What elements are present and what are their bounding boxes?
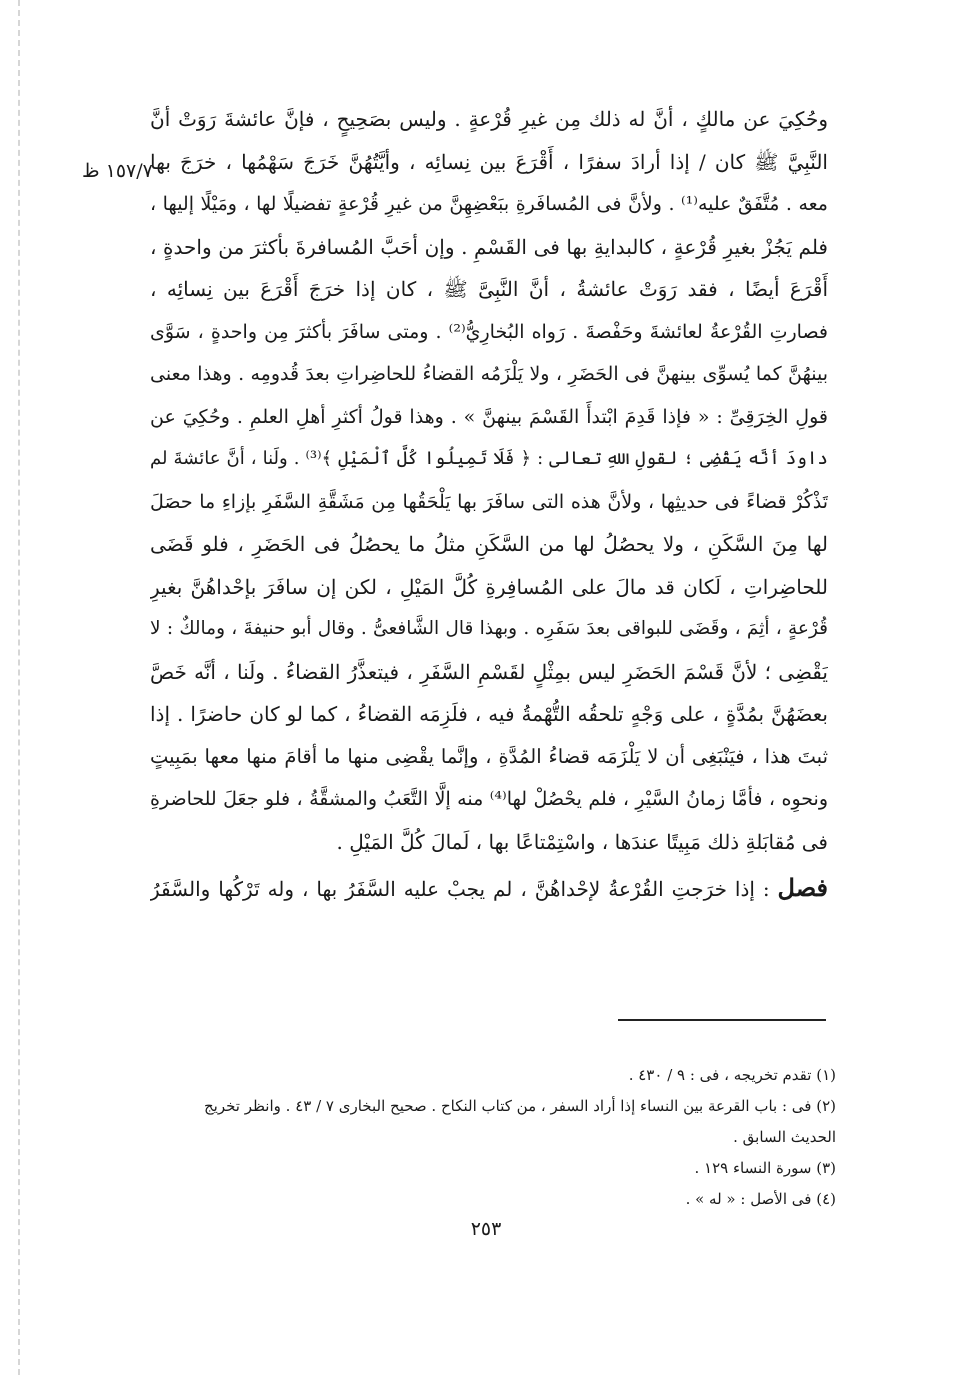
text-line: ونحوِه ، فأمَّا زمانُ السَّيْرِ ، فلم يحْصُلْ لها⁽⁴⁾ منه إلَّا التَّعَبُ والمشقَّةُ ، فلو جعَلَ للحاضرةِ bbox=[150, 788, 828, 810]
text-line: قولِ الخِرَقِىِّ : « فإذا قَدِمَ ابْتدأَ القَسْمَ بينهنَّ » . وهذا قولُ أكثرِ أهلِ العلمِ . وحُكِيَ عن bbox=[150, 405, 828, 428]
footnote: (٢) فى : باب القرعة بين النساء إذا أراد السفر ، من كتاب النكاح . صحيح البخارى ٧ / ٤٣ . وانظر تخريج bbox=[203, 1097, 836, 1115]
text-line: فصارتِ القُرْعةُ لعائشةَ وحَفْصةَ . رَواه البُخارِيُّ⁽²⁾ . ومتى سافَرَ بأكثرَ مِن واحدةٍ ، سَوَّى bbox=[150, 320, 828, 343]
footnote: (١) تقدم تخريجه ، فى : ٩ / ٤٣٠ . bbox=[628, 1066, 836, 1084]
text-line: داودَ أنَّه يَقْضِى ؛ لقولِ اللهِ تعالى : ﴿ فَلَا تَمِيلُوا كُلَّ ٱلْمَيْلِ ﴾⁽³⁾ . ولَنا ، أنَّ عائشةَ لم bbox=[150, 448, 828, 469]
section-text: : إذا خرَجتِ القُرْعةُ لإحْداهُنَّ ، لم يجبْ عليه السَّفَرُ بها ، وله تَرْكُها والسَّفَرُ bbox=[150, 877, 770, 901]
text-line: أَقْرَعَ أيضًا ، فقد رَوَتْ عائشةُ ، أنَّ النَّبِىَّ ﷺ ، كان إذا خرَجَ أَقْرَعَ بين نِسائِه ، bbox=[150, 277, 828, 301]
footnote-divider bbox=[618, 1019, 826, 1021]
text-line: معه . مُتَّفَقٌ عليه⁽¹⁾ . ولأنَّ فى المُسافَرةِ ببَعْضِهِنَّ من غيرِ قُرْعةٍ تفضيلًا لها ، ومَيْلًا إليها ، bbox=[150, 193, 828, 215]
section-heading: فصل bbox=[777, 873, 828, 902]
footnote: (٣) سورة النساء ١٢٩ . bbox=[694, 1159, 836, 1177]
text-line: فى مُقابَلةِ ذلك مَبِيتًا عندَها ، واسْتِمْتاعًا بها ، لَمالَ كُلَّ المَيْلِ . bbox=[336, 829, 828, 854]
text-line: للحاضِراتِ ، لَكان قد مالَ على المُسافِرةِ كُلَّ المَيْلِ ، لكن إن سافَرَ بإحْداهُنَّ بغيرِ bbox=[150, 574, 828, 599]
footnotes bbox=[130, 1060, 836, 1215]
text-line: لها مِنَ السَّكَنِ ، ولا يحصُلُ لها من السَّكَنِ مثلُ ما يحصُلُ فى الحَضَرِ ، فلو قَضَى bbox=[150, 532, 828, 556]
manuscript-folio-note: ١٥٧/٧ ظ bbox=[82, 160, 153, 182]
main-text bbox=[150, 98, 828, 910]
text-line: قُرْعةٍ ، أثِمَ ، وقَضَى للبواقى بعدَ سَفَرِه . وبهذا قال الشَّافعىُّ . وقال أبو حنيفةَ ، ومالكٌ : لا bbox=[150, 618, 828, 639]
page-body bbox=[150, 98, 828, 910]
text-line: بعضَهُنَّ بمُدَّةٍ ، على وَجْهٍ تلحقُه التُّهْمةُ فيه ، فلَزِمَه القضاءُ ، كما لو كان حاضرًا . إذا bbox=[150, 702, 828, 726]
page-number: ٢٥٣ bbox=[470, 1218, 502, 1240]
text-line: تَذْكُرْ قضاءً فى حديثِها ، ولأنَّ هذه التى سافَرَ بها يَلْحَقُها مِن مَشَقَّةِ السَّفَرِ بإزاءِ ما حصَلَ bbox=[150, 490, 828, 513]
section-line bbox=[150, 867, 828, 910]
text-line: ثبتَ هذا ، فيَنْبَغِى أن لا يَلْزَمَه قضاءُ المُدَّةِ ، وإنَّما يقْضِى منها ما أقامَ منها معها بمَبِيتٍ bbox=[150, 744, 828, 768]
text-line: فلم يَجُزْ بغيرِ قُرْعةٍ ، كالبدايةِ بها فى القَسْمِ . وإن أحَبَّ المُسافرةَ بأكثرَ من واحدةٍ ، bbox=[150, 234, 828, 259]
text-line: يَقْضِى ؛ لأنَّ قَسْمَ الحَضَرِ ليس بمِثْلٍ لقَسْمِ السَّفَرِ ، فيتعذَّرُ القضاءُ . ولَنا ، أنَّه خَصَّ bbox=[150, 659, 828, 684]
footnote-continuation: الحديث السابق . bbox=[733, 1128, 836, 1146]
footnote: (٤) فى الأصل : « له » . bbox=[685, 1190, 836, 1208]
text-line: وحُكِيَ عن مالكٍ ، أنَّ له ذلك مِن غيرِ قُرْعةٍ . وليس بصَحِيحٍ ، فإنَّ عائشةَ رَوَتْ أنَّ bbox=[150, 107, 828, 131]
scan-gutter-line bbox=[18, 0, 20, 1375]
text-line: النَّبِيَّ ﷺ كان / إذا أرادَ سفرًا ، أَقْرَعَ بين نِسائِه ، وأيَّتُهُنَّ خَرَجَ سَهْمُها ، خرَجَ بها bbox=[150, 149, 828, 174]
text-line: بينهُنَّ كما يُسوِّى بينهنَّ فى الحَضَرِ ، ولا يَلْزَمُه القضاءُ للحاضِراتِ بعدَ قُدومِه . وهذا معنى bbox=[150, 363, 828, 385]
